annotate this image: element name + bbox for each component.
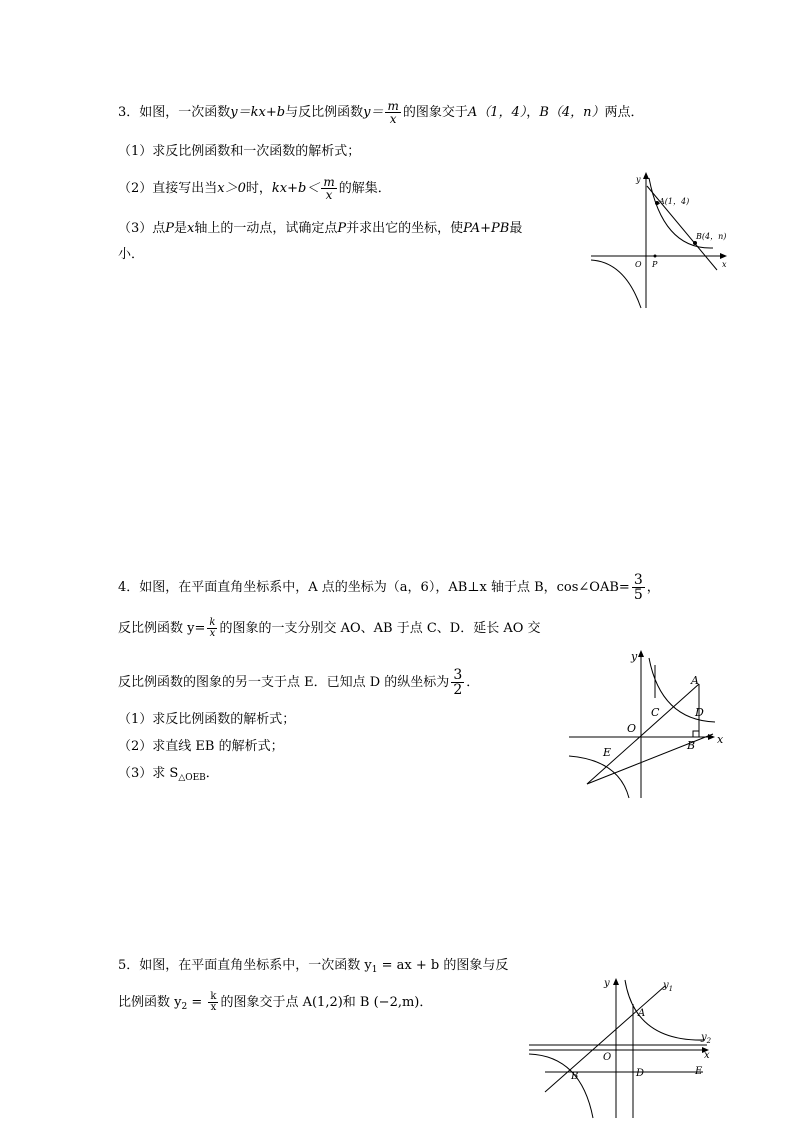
q3-fraction-m-over-x: $\frac{m}{x}$	[387, 99, 399, 126]
q5-label-y1: $y_1$	[663, 980, 674, 993]
q5-label-b: B	[571, 1071, 579, 1082]
q4-label-c: C	[651, 706, 660, 719]
q3-number: 3．	[118, 105, 140, 120]
q5-label-o: O	[603, 1052, 612, 1063]
q3-point-p	[654, 255, 657, 258]
q4-d-fraction: $\frac{3}{2}$	[453, 667, 463, 698]
q4-label-o: O	[627, 722, 637, 735]
q5-stem-line-2: 比例函数 $y_2$ = $\frac{k}{x}$ 的图象交于点 A(1,2)和 B (−2,m)．	[118, 991, 433, 1013]
q5-label-y: y	[604, 978, 610, 989]
q5-line-y1	[545, 986, 665, 1092]
q4-y-arrow	[638, 650, 644, 657]
q3-hyperbola-branch-2	[591, 260, 641, 308]
q3-figure	[585, 170, 735, 315]
q5-label-a: A	[638, 1008, 646, 1019]
q4-part-2: （2）求直线 EB 的解析式；	[118, 739, 284, 754]
q3-linear-function: y＝kx+b	[230, 105, 286, 120]
q3-label-o: O	[635, 260, 642, 269]
q4-label-y: y	[631, 650, 638, 663]
q3-x-arrow	[720, 253, 727, 259]
q3-label-y: y	[636, 175, 641, 184]
q3-stem: 3．如图，一次函数y＝kx+b与反比例函数y＝ $\frac{m}{x}$ 的图象交于A（1，4），B（4，n）两点．	[118, 99, 644, 126]
q4-stem-line-1: 4．如图，在平面直角坐标系中，A 点的坐标为（a，6），AB⊥x 轴于点 B，cos∠OAB= $\frac{3}{5}$ ，	[118, 572, 660, 603]
q3-label-x: x	[722, 260, 727, 269]
q5-label-e: E	[695, 1066, 703, 1077]
q4-part-3: （3）求 $S_{\triangle OEB}$．	[118, 766, 219, 783]
q5-k-over-x: $\frac{k}{x}$	[210, 991, 217, 1013]
q3-part-3-cont: 小．	[118, 247, 145, 262]
q4-stem-line-2: 反比例函数 y= $\frac{k}{x}$ 的图象的一支分别交 AO、AB 于点 C、D．延长 AO 交	[118, 617, 541, 639]
q4-right-angle-mark	[693, 731, 699, 737]
q3-label-p: P	[652, 260, 658, 269]
q5-number: 5．	[118, 958, 140, 973]
q3-label-b: B(4，n)	[696, 232, 727, 241]
q4-k-over-x: $\frac{k}{x}$	[209, 617, 216, 639]
q4-number: 4．	[118, 580, 140, 595]
q4-stem-line-3: 反比例函数的图象的另一支于点 E．已知点 D 的纵坐标为 $\frac{3}{2}$ ．	[118, 667, 480, 698]
q3-y-arrow	[643, 172, 649, 179]
q4-label-d: D	[695, 706, 704, 719]
q3-point-b	[693, 241, 697, 245]
q5-hyperbola-branch-2	[529, 1054, 593, 1118]
q3-part-1: （1）求反比例函数和一次函数的解析式；	[118, 144, 361, 159]
q5-label-y2: $y_2$	[701, 1032, 712, 1045]
q4-label-e: E	[603, 746, 612, 759]
q3-part-3: （3）点P是x轴上的一动点，试确定点P并求出它的坐标，使PA+PB最	[118, 221, 523, 236]
q5-stem-line-1: 5．如图，在平面直角坐标系中，一次函数 $y_1$ = ax + b 的图象与反	[118, 958, 509, 975]
q4-label-b: B	[687, 739, 696, 752]
q3-label-a: A(1，4)	[659, 197, 690, 206]
q5-y-arrow	[613, 978, 619, 985]
q4-label-a: A	[691, 674, 699, 687]
q3-part-2: （2）直接写出当x＞0时，kx+b＜ $\frac{m}{x}$ 的解集．	[118, 175, 391, 202]
q3-part2-fraction: $\frac{m}{x}$	[323, 175, 335, 202]
q5-label-x: x	[704, 1050, 710, 1061]
q4-line-ao	[587, 684, 699, 784]
q5-figure	[525, 970, 725, 1120]
q5-label-d: D	[636, 1068, 645, 1079]
q4-hyperbola-branch-2	[569, 756, 629, 798]
q4-cos-fraction: $\frac{3}{5}$	[633, 572, 643, 603]
q4-part-1: （1）求反比例函数的解析式；	[118, 712, 296, 727]
q4-figure	[565, 648, 735, 803]
q4-label-x: x	[717, 733, 724, 746]
